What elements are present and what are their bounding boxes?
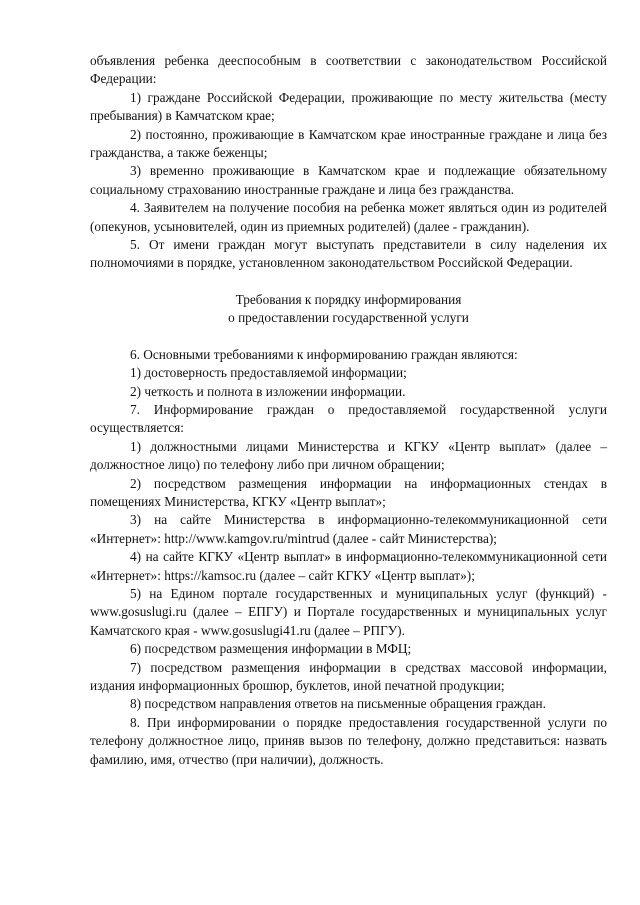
paragraph-7-informing: 7. Информирование граждан о предоставляемой государственной услуги осуществляется: [90, 401, 607, 436]
paragraph-item-permanent-residents: 2) постоянно, проживающие в Камчатском крае иностранные граждане и лица без гражданства, а также беженцы; [90, 126, 607, 161]
paragraph-4-applicant: 4. Заявителем на получение пособия на ребенка может являться один из родителей (опекунов, усыновителей, один из приемных родителей) (далее - гражданин). [90, 200, 607, 234]
paragraph-item-portals: 5) на Едином портале государственных и муниципальных услуг (функций) - www.gosuslugi.ru (далее – ЕПГУ) и Портале государственных и муниципальных услуг Камчатского края - www.gosuslugi41.ru (далее – РПГУ). [90, 585, 607, 638]
paragraph-item-media: 7) посредством размещения информации в средствах массовой информации, издания информационных брошюр, буклетов, иной печатной продукции; [90, 659, 607, 693]
paragraph-item-citizens-rf: 1) граждане Российской Федерации, проживающие по месту жительства (месту пребывания) в Камчатском крае; [90, 89, 607, 124]
paragraph-6-requirements: 6. Основными требованиями к информированию граждан являются: [130, 346, 518, 362]
paragraph-item-mfc: 6) посредством размещения информации в МФЦ; [130, 641, 412, 657]
paragraph-item-reliability: 1) достоверность предоставляемой информации; [130, 365, 407, 381]
paragraph-8-phone-informing: 8. При информировании о порядке предоставления государственной услуги по телефону должностное лицо, приняв вызов по телефону, должно представиться: назвать фамилию, имя, отчество (при наличии), должность. [90, 714, 607, 767]
paragraph-item-stands: 2) посредством размещения информации на информационных стендах в помещениях Министерства, КГКУ «Центр выплат»; [90, 475, 607, 509]
paragraph-item-temporary-residents: 3) временно проживающие в Камчатском крае и подлежащие обязательному социальному страхованию иностранные граждане и лица без гражданства. [90, 163, 607, 197]
paragraph-item-kgku-site: 4) на сайте КГКУ «Центр выплат» в информационно-телекоммуникационной сети «Интернет»: https://kamsoc.ru (далее – сайт КГКУ «Центр выплат»); [90, 549, 607, 583]
paragraph-5-representatives: 5. От имени граждан могут выступать представители в силу наделения их полномочиями в порядке, установленном законодательством Российской Федерации. [90, 237, 607, 271]
paragraph-item-ministry-site: 3) на сайте Министерства в информационно-телекоммуникационной сети «Интернет»: http://www.kamgov.ru/mintrud (далее - сайт Министерства); [90, 512, 607, 546]
paragraph-item-officials: 1) должностными лицами Министерства и КГКУ «Центр выплат» (далее – должностное лицо) по телефону либо при личном обращении; [90, 438, 607, 473]
section-heading-line-2: о предоставлении государственной услуги [228, 310, 469, 326]
section-heading [90, 291, 607, 328]
paragraph-item-written-answers: 8) посредством направления ответов на письменные обращения граждан. [130, 696, 546, 712]
paragraph-continuation: объявления ребенка дееспособным в соответствии с законодательством Российской Федерации: [90, 53, 607, 87]
document-page [90, 52, 607, 769]
paragraph-item-clarity: 2) четкость и полнота в изложении информации. [130, 383, 406, 399]
section-heading-line-1: Требования к порядку информирования [235, 291, 462, 307]
